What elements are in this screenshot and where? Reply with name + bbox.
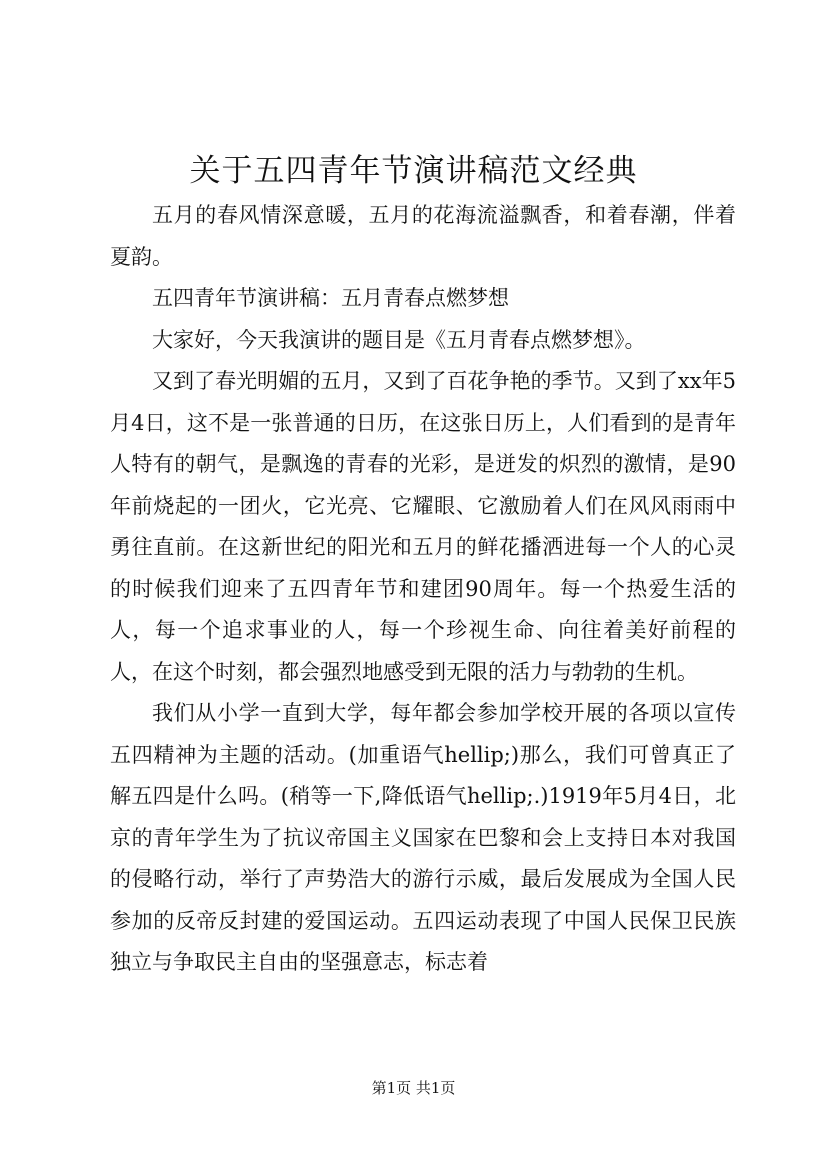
- paragraph: 大家好，今天我演讲的题目是《五月青春点燃梦想》。: [152, 327, 646, 352]
- document-title: 关于五四青年节演讲稿范文经典: [189, 153, 638, 189]
- paragraph: 五四青年节演讲稿：五月青春点燃梦想: [152, 286, 509, 310]
- document-body: [110, 195, 736, 984]
- paragraph: 我们从小学一直到大学，每年都会参加学校开展的各项以宣传五四精神为主题的活动。(加重语气hellip;)那么，我们可曾真正了解五四是什么吗。(稍等一下,降低语气hellip;.)1919年5月4日，北京的青年学生为了抗议帝国主义国家在巴黎和会上支持日本对我国的侵略行动，举行了声势浩大的游行示威，最后发展成为全国人民参加的反帝反封建的爱国运动。五四运动表现了中国人民保卫民族独立与争取民主自由的坚强意志，标志着: [110, 701, 736, 974]
- page-footer: 第1页 共1页: [371, 1079, 456, 1097]
- paragraph: 五月的春风情深意暖，五月的花海流溢飘香，和着春潮，伴着夏韵。: [110, 203, 736, 269]
- paragraph: 又到了春光明媚的五月，又到了百花争艳的季节。又到了xx年5月4日，这不是一张普通的日历，在这张日历上，人们看到的是青年人特有的朝气，是飘逸的青春的光彩，是迸发的炽烈的激情，是90年前烧起的一团火，它光亮、它耀眼、它激励着人们在风风雨雨中勇往直前。在这新世纪的阳光和五月的鲜花播洒进每一个人的心灵的时候我们迎来了五四青年节和建团90周年。每一个热爱生活的人，每一个追求事业的人，每一个珍视生命、向往着美好前程的人，在这个时刻，都会强烈地感受到无限的活力与勃勃的生机。: [110, 369, 736, 684]
